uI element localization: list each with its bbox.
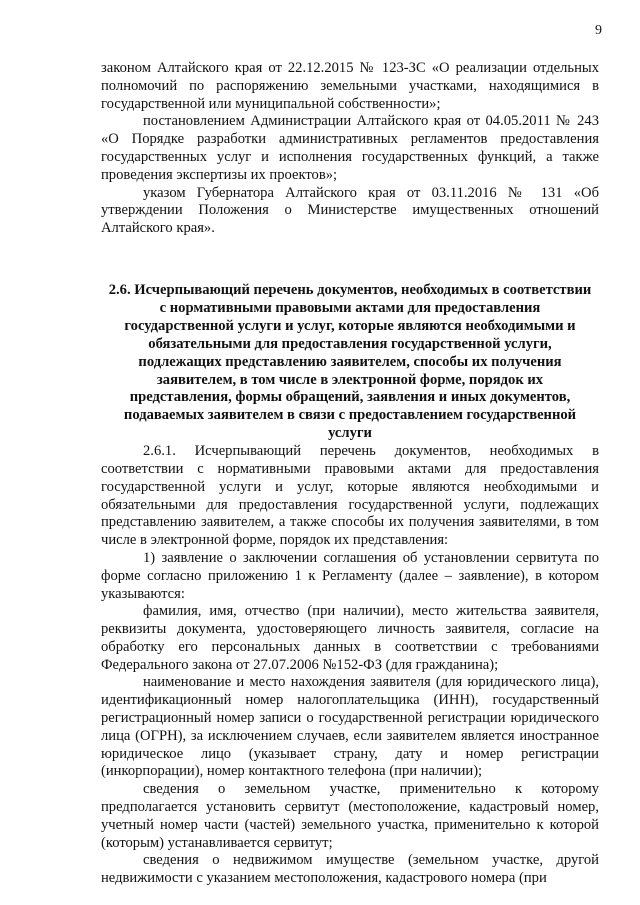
- paragraph: 1) заявление о заключении соглашения об установлении сервитута по форме согласно приложению 1 к Регламенту (далее – заявление), в котором указываются:: [101, 549, 599, 602]
- page-number: 9: [595, 23, 602, 38]
- paragraph: наименование и место нахождения заявителя (для юридического лица), идентификационный номер налогоплательщика (ИНН), государственный регистрационный номер записи о государственной регистрации юридического лица (ОГРН), за исключением случаев, если заявителем является иностранное юридическое лицо (указывает страну, дату и номер регистрации (инкорпорации), номер контактного телефона (при наличии);: [101, 674, 599, 780]
- paragraph: сведения о недвижимом имуществе (земельном участке, другой недвижимости с указанием местоположения, кадастрового номера (при: [101, 852, 599, 887]
- paragraph: фамилия, имя, отчество (при наличии), место жительства заявителя, реквизиты документа, удостоверяющего личность заявителя, согласие на обработку его персональных данных в соответствии с требованиями Федерального закона от 27.07.2006 №152-ФЗ (для гражданина);: [101, 603, 599, 673]
- paragraph: сведения о земельном участке, применительно к которому предполагается установить сервитут (местоположение, кадастровый номер, учетный номер части (частей) земельного участка, применительно к которой (которым) устанавливается сервитут;: [101, 781, 599, 851]
- paragraph: законом Алтайского края от 22.12.2015 № 123-ЗС «О реализации отдельных полномочий по распоряжению земельными участками, находящимися в государственной или муниципальной собственности»;: [101, 60, 599, 112]
- paragraph: постановлением Администрации Алтайского края от 04.05.2011 № 243 «О Порядке разработки административных регламентов предоставления государственных услуг и исполнения государственных функций, а также проведения экспертизы их проектов»;: [101, 113, 599, 183]
- paragraph: указом Губернатора Алтайского края от 03.11.2016 № 131 «Об утверждении Положения о Министерстве имущественных отношений Алтайского края».: [101, 184, 599, 237]
- paragraph: 2.6.1. Исчерпывающий перечень документов, необходимых в соответствии с нормативными правовыми актами для предоставления государственной услуги и услуг, которые являются необходимыми и обязательными для предоставления государственной услуги, подлежащих представлению заявителем, а также способы их получения заявителями, в том числе в электронной форме, порядок их представления:: [101, 443, 599, 549]
- page-content: [101, 60, 599, 888]
- section-heading: 2.6. Исчерпывающий перечень документов, необходимых в соответствии с нормативными правовыми актами для предоставления государственной услуги и услуг, которые являются необходимыми и обязательными для предоставления государственной услуги, подлежащих представлению заявителем, способы их получения заявителем, в том числе в электронной форме, порядок их представления, формы обращений, заявления и иных документов, подаваемых заявителем в связи с предоставлением государственной услуги: [108, 281, 592, 442]
